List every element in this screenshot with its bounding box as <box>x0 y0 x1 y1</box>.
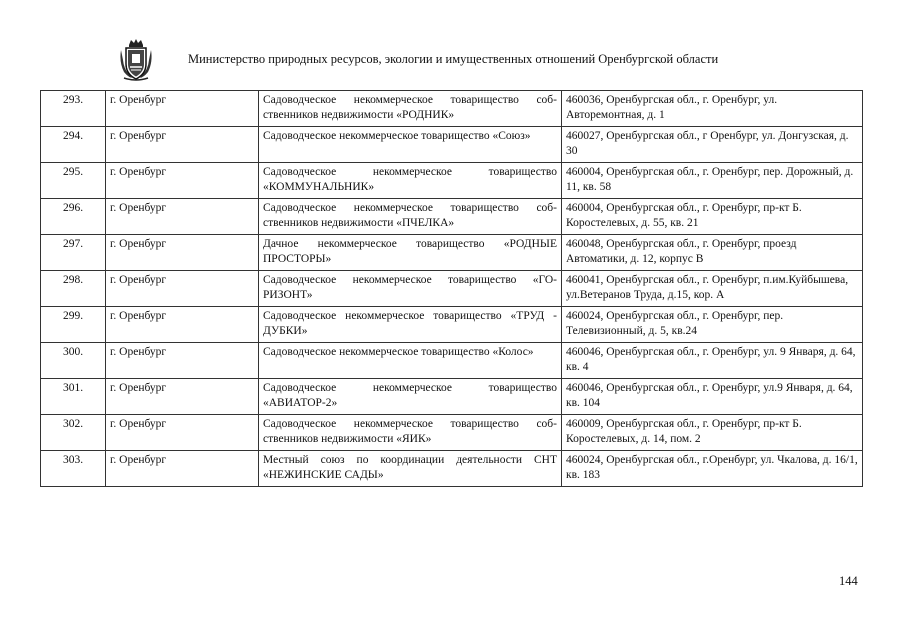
address-cell: 460036, Оренбургская обл., г. Оренбург, ул. Авторемонтная, д. 1 <box>562 91 863 127</box>
row-number-cell: 299. <box>41 307 106 343</box>
page-header <box>0 0 905 92</box>
organization-name-cell: Садоводческое некоммерческое товарищество «Союз» <box>259 127 562 163</box>
table-row <box>41 379 863 415</box>
city-cell: г. Оренбург <box>106 307 259 343</box>
row-number-cell: 302. <box>41 415 106 451</box>
organization-name-cell: Садоводческое некоммерческое товарищество «Колос» <box>259 343 562 379</box>
row-number-cell: 293. <box>41 91 106 127</box>
organization-name-cell: Садоводческое некоммерческое товарищество собственников недвижимости «ЯИК» <box>259 415 562 451</box>
city-cell: г. Оренбург <box>106 343 259 379</box>
organization-name-cell: Садоводческое некоммерческое товарищество «ТРУД - ДУБКИ» <box>259 307 562 343</box>
coat-of-arms-icon <box>118 38 154 82</box>
organization-name-cell: Садоводческое некоммерческое товарищество «АВИАТОР-2» <box>259 379 562 415</box>
organization-name-cell: Садоводческое некоммерческое товарищество «ГОРИЗОНТ» <box>259 271 562 307</box>
row-number-cell: 300. <box>41 343 106 379</box>
table-row <box>41 235 863 271</box>
table-row <box>41 451 863 487</box>
address-cell: 460004, Оренбургская обл., г. Оренбург, пр-кт Б. Коростелевых, д. 55, кв. 21 <box>562 199 863 235</box>
row-number-cell: 303. <box>41 451 106 487</box>
table-row <box>41 271 863 307</box>
address-cell: 460024, Оренбургская обл., г.Оренбург, ул. Чкалова, д. 16/1, кв. 183 <box>562 451 863 487</box>
city-cell: г. Оренбург <box>106 451 259 487</box>
table-row <box>41 91 863 127</box>
organization-name-cell: Садоводческое некоммерческое товарищество «КОММУНАЛЬНИК» <box>259 163 562 199</box>
header-title: Министерство природных ресурсов, экологии и имущественных отношений Оренбургской области <box>188 52 719 66</box>
table-row <box>41 163 863 199</box>
address-cell: 460004, Оренбургская обл., г. Оренбург, пер. Дорожный, д. 11, кв. 58 <box>562 163 863 199</box>
city-cell: г. Оренбург <box>106 235 259 271</box>
address-cell: 460041, Оренбургская обл., г. Оренбург, п.им.Куйбышева, ул.Ветеранов Труда, д.15, кор. А <box>562 271 863 307</box>
row-number-cell: 294. <box>41 127 106 163</box>
address-cell: 460046, Оренбургская обл., г. Оренбург, ул. 9 Января, д. 64, кв. 4 <box>562 343 863 379</box>
organization-name-cell: Садоводческое некоммерческое товарищество собственников недвижимости «РОДНИК» <box>259 91 562 127</box>
table-row <box>41 127 863 163</box>
organization-name-cell: Дачное некоммерческое товарищество «РОДНЫЕ ПРОСТОРЫ» <box>259 235 562 271</box>
row-number-cell: 301. <box>41 379 106 415</box>
row-number-cell: 296. <box>41 199 106 235</box>
address-cell: 460027, Оренбургская обл., г Оренбург, ул. Донгузская, д. 30 <box>562 127 863 163</box>
city-cell: г. Оренбург <box>106 415 259 451</box>
address-cell: 460024, Оренбургская обл., г. Оренбург, пер. Телевизионный, д. 5, кв.24 <box>562 307 863 343</box>
city-cell: г. Оренбург <box>106 199 259 235</box>
table-row <box>41 415 863 451</box>
address-cell: 460046, Оренбургская обл., г. Оренбург, ул.9 Января, д. 64, кв. 104 <box>562 379 863 415</box>
table-row <box>41 199 863 235</box>
city-cell: г. Оренбург <box>106 91 259 127</box>
address-cell: 460009, Оренбургская обл., г. Оренбург, пр-кт Б. Коростелевых, д. 14, пом. 2 <box>562 415 863 451</box>
city-cell: г. Оренбург <box>106 379 259 415</box>
organization-name-cell: Местный союз по координации деятельности СНТ «НЕЖИНСКИЕ САДЫ» <box>259 451 562 487</box>
row-number-cell: 297. <box>41 235 106 271</box>
registry-table-body <box>41 91 863 487</box>
city-cell: г. Оренбург <box>106 271 259 307</box>
table-row <box>41 343 863 379</box>
row-number-cell: 295. <box>41 163 106 199</box>
city-cell: г. Оренбург <box>106 127 259 163</box>
organization-name-cell: Садоводческое некоммерческое товарищество собственников недвижимости «ПЧЕЛКА» <box>259 199 562 235</box>
row-number-cell: 298. <box>41 271 106 307</box>
table-row <box>41 307 863 343</box>
page-number: 144 <box>839 574 858 588</box>
address-cell: 460048, Оренбургская обл., г. Оренбург, проезд Автоматики, д. 12, корпус В <box>562 235 863 271</box>
city-cell: г. Оренбург <box>106 163 259 199</box>
registry-table <box>40 90 863 487</box>
